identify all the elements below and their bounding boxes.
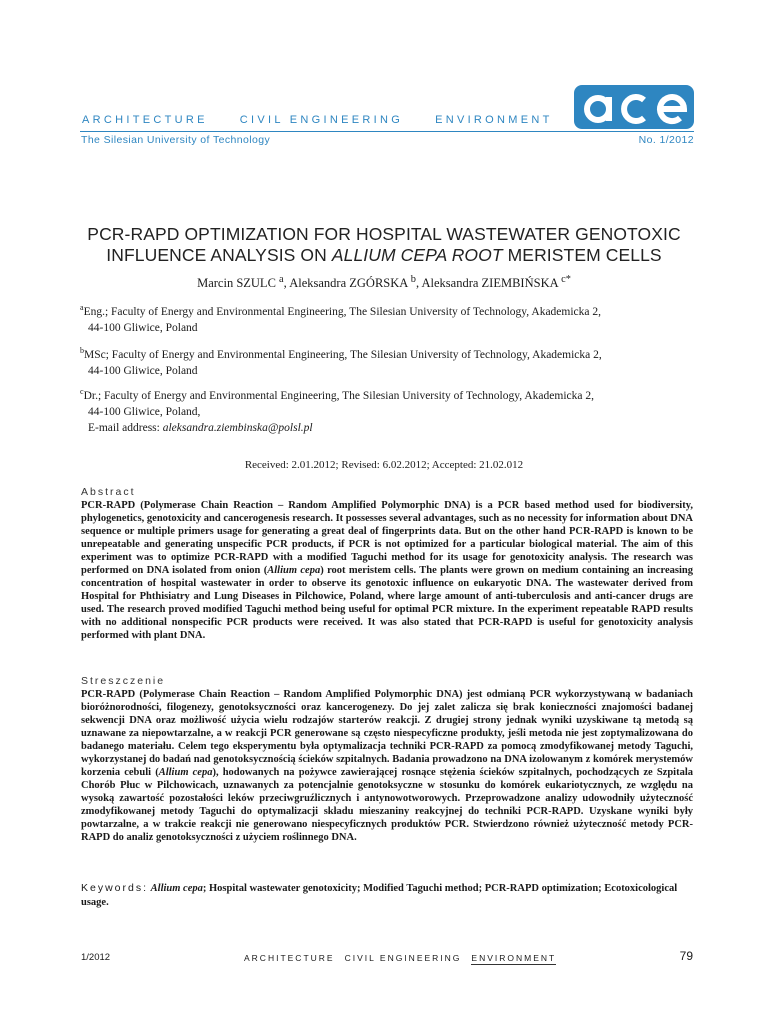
- ace-logo: [574, 85, 694, 129]
- title-species: ALLIUM CEPA ROOT: [331, 245, 503, 265]
- affiliation-a-line-1: Eng.; Faculty of Energy and Environmental Engineering, The Silesian University of Technology, Akademicka 2,: [83, 306, 601, 318]
- title-line-2: [60, 245, 708, 266]
- affiliation-c-line-1: Dr.; Faculty of Energy and Environmental Engineering, The Silesian University of Technology, Akademicka 2,: [83, 390, 594, 402]
- received-dates: Received: 2.01.2012; Revised: 6.02.2012; Accepted: 21.02.012: [244, 459, 524, 471]
- footer-issue: 1/2012: [81, 952, 111, 963]
- affiliation-b-line-1: MSc; Faculty of Energy and Environmental Engineering, The Silesian University of Technology, Akademicka 2,: [84, 349, 602, 361]
- author-2-sup: b: [410, 274, 416, 285]
- footer-environment: ENVIRONMENT: [471, 953, 557, 963]
- affiliation-a-line-2: 44-100 Gliwice, Poland: [88, 322, 198, 334]
- author-3: Aleksandra ZIEMBIŃSKA: [421, 276, 558, 291]
- issue-number: No. 1/2012: [638, 134, 694, 146]
- section-architecture: ARCHITECTURE: [82, 114, 208, 126]
- streszczenie-text-pre: PCR-RAPD (Polymerase Chain Reaction – Random Amplified Polymorphic DNA) jest odmianą PCR wykorzystywaną w badaniach bioróżnorodności, filogenezy, genotoksyczności oraz kancerogenezy. Do jej zalet zalicza się brak konieczności znajomości badanej sekwencji DNA oraz możliwość użycia wielu rodzajów starterów reakcji. Z drugiej strony jednak wyniki uzyskiwane tą metodą są uznawane za niepowtarzalne, a w reakcji PCR generowane są często niespecyficzne produkty, jeśli metoda nie jest zoptymalizowana do badanego materiału. Celem tego eksperymentu była optymalizacja techniki PCR-RAPD za pomocą zmodyfikowanej metody Taguchi, wykorzystanej do badań nad genotoksycznością ścieków szpitalnych. Badania prowadzono na DNA izolowanym z komórek merystemów korzenia cebuli (: [81, 689, 693, 778]
- abstract-text: [81, 499, 693, 642]
- affiliation-a: [80, 300, 700, 336]
- footer-civil-engineering: CIVIL ENGINEERING: [344, 953, 462, 963]
- streszczenie-text-post: ), hodowanych na pożywce zawierającej rosnące stężenia ścieków szpitalnych, pochodzących ze Szpitala Chorób Płuc w Pilchowicach, uznawanych za potencjalnie genotoksyczne w stosunku do komórek eukariotycznych, ze względu na wysoką zawartość pozostałości leków przeciwgruźlicznych i antynowotworowych. Przeprowadzone analizy udowodniły użyteczność zmodyfikowanej metody Taguchi do optymalizacji składu mieszaniny reakcyjnej do techniki PCR-RAPD. Uzyskane wyniki były powtarzalne, a w trakcie reakcji nie generowano niespecyficznych produktów PCR. Stwierdzono również użyteczność metody PCR-RAPD do analiz genotoksyczności z użyciem roślinnego DNA.: [81, 767, 693, 843]
- abstract-text-post: ) root meristem cells. The plants were grown on medium containing an increasing concentration of hospital wastewater in order to observe its genotoxic influence on eukaryotic DNA. The wastewater derived from Hospital for Phthisiatry and Lung Diseases in Pilchowice, Poland, where large amount of anti-tuberculosis and anti-cancer drugs are used. The research proved modified Taguchi method being useful for optimal PCR mixture. In the experiment repeatable RAPD results with no additional nonspecific PCR products were received. It was also stated that PCR-RAPD is useful for genotoxicity analysis performed with plant DNA.: [81, 565, 693, 641]
- author-1-sup: a: [279, 274, 284, 285]
- university-name: The Silesian University of Technology: [81, 134, 271, 146]
- title-line-2-post: MERISTEM CELLS: [502, 245, 662, 265]
- footer-architecture: ARCHITECTURE: [244, 953, 335, 963]
- page-number: 79: [679, 949, 693, 963]
- streszczenie-heading: Streszczenie: [81, 675, 166, 687]
- title-line-1: PCR-RAPD OPTIMIZATION FOR HOSPITAL WASTEWATER GENOTOXIC: [87, 224, 681, 244]
- affiliation-c-line-2: 44-100 Gliwice, Poland,: [88, 406, 201, 418]
- author-1: Marcin SZULC: [197, 276, 276, 291]
- paper-title: [60, 224, 708, 266]
- title-line-2-pre: INFLUENCE ANALYSIS ON: [106, 245, 332, 265]
- section-environment: ENVIRONMENT: [435, 114, 553, 126]
- author-list: Marcin SZULC $^a$, Aleksandra ZGÓRSKA $^b$, Aleksandra ZIEMBIŃSKA $^{c*}$: [197, 274, 571, 291]
- affiliation-b-sup: b: [80, 346, 84, 355]
- abstract-text-pre: PCR-RAPD (Polymerase Chain Reaction – Random Amplified Polymorphic DNA) is a PCR based method used for biodiversity, phylogenetics, genotoxicity and cancerogenesis research. It possesses several advantages, such as no necessity for information about DNA sequence or multiple primers usage for generating a great deal of fingerprints data. But on the other hand PCR-RAPD is known to be unrepeatable and generating unspecific PCR products, if PCR is not optimized for a particular biological material. The aim of this experiment was to optimize PCR-RAPD with a modified Taguchi method for its usage for genotoxicity analysis. The research was performed on DNA isolated from onion (: [81, 500, 693, 576]
- email-link[interactable]: aleksandra.ziembinska@polsl.pl: [162, 422, 313, 434]
- abstract-species: Allium cepa: [267, 565, 321, 576]
- email-label: E-mail address:: [88, 422, 163, 434]
- keywords-rest: ; Hospital wastewater genotoxicity; Modified Taguchi method; PCR-RAPD optimization; Ecotoxicological usage.: [81, 883, 678, 908]
- author-3-sup: c*: [561, 274, 571, 285]
- keyword-species: Allium cepa: [150, 883, 203, 894]
- affiliation-a-sup: a: [80, 303, 84, 312]
- header-divider: [80, 131, 694, 132]
- streszczenie-species: Allium cepa: [158, 767, 213, 778]
- section-civil-engineering: CIVIL ENGINEERING: [239, 114, 404, 126]
- affiliation-c-sup: c: [80, 387, 84, 396]
- affiliation-b: [80, 343, 700, 379]
- streszczenie-text: [81, 688, 693, 844]
- affiliation-c: [80, 384, 700, 436]
- footer-journal: [244, 953, 566, 963]
- journal-sections: [82, 114, 585, 126]
- keywords: [81, 881, 693, 910]
- keywords-label: Keywords:: [81, 882, 149, 894]
- author-2: Aleksandra ZGÓRSKA: [289, 276, 408, 291]
- affiliation-b-line-2: 44-100 Gliwice, Poland: [88, 365, 198, 377]
- affiliation-c-email-line: [80, 420, 700, 436]
- abstract-heading: Abstract: [81, 486, 136, 498]
